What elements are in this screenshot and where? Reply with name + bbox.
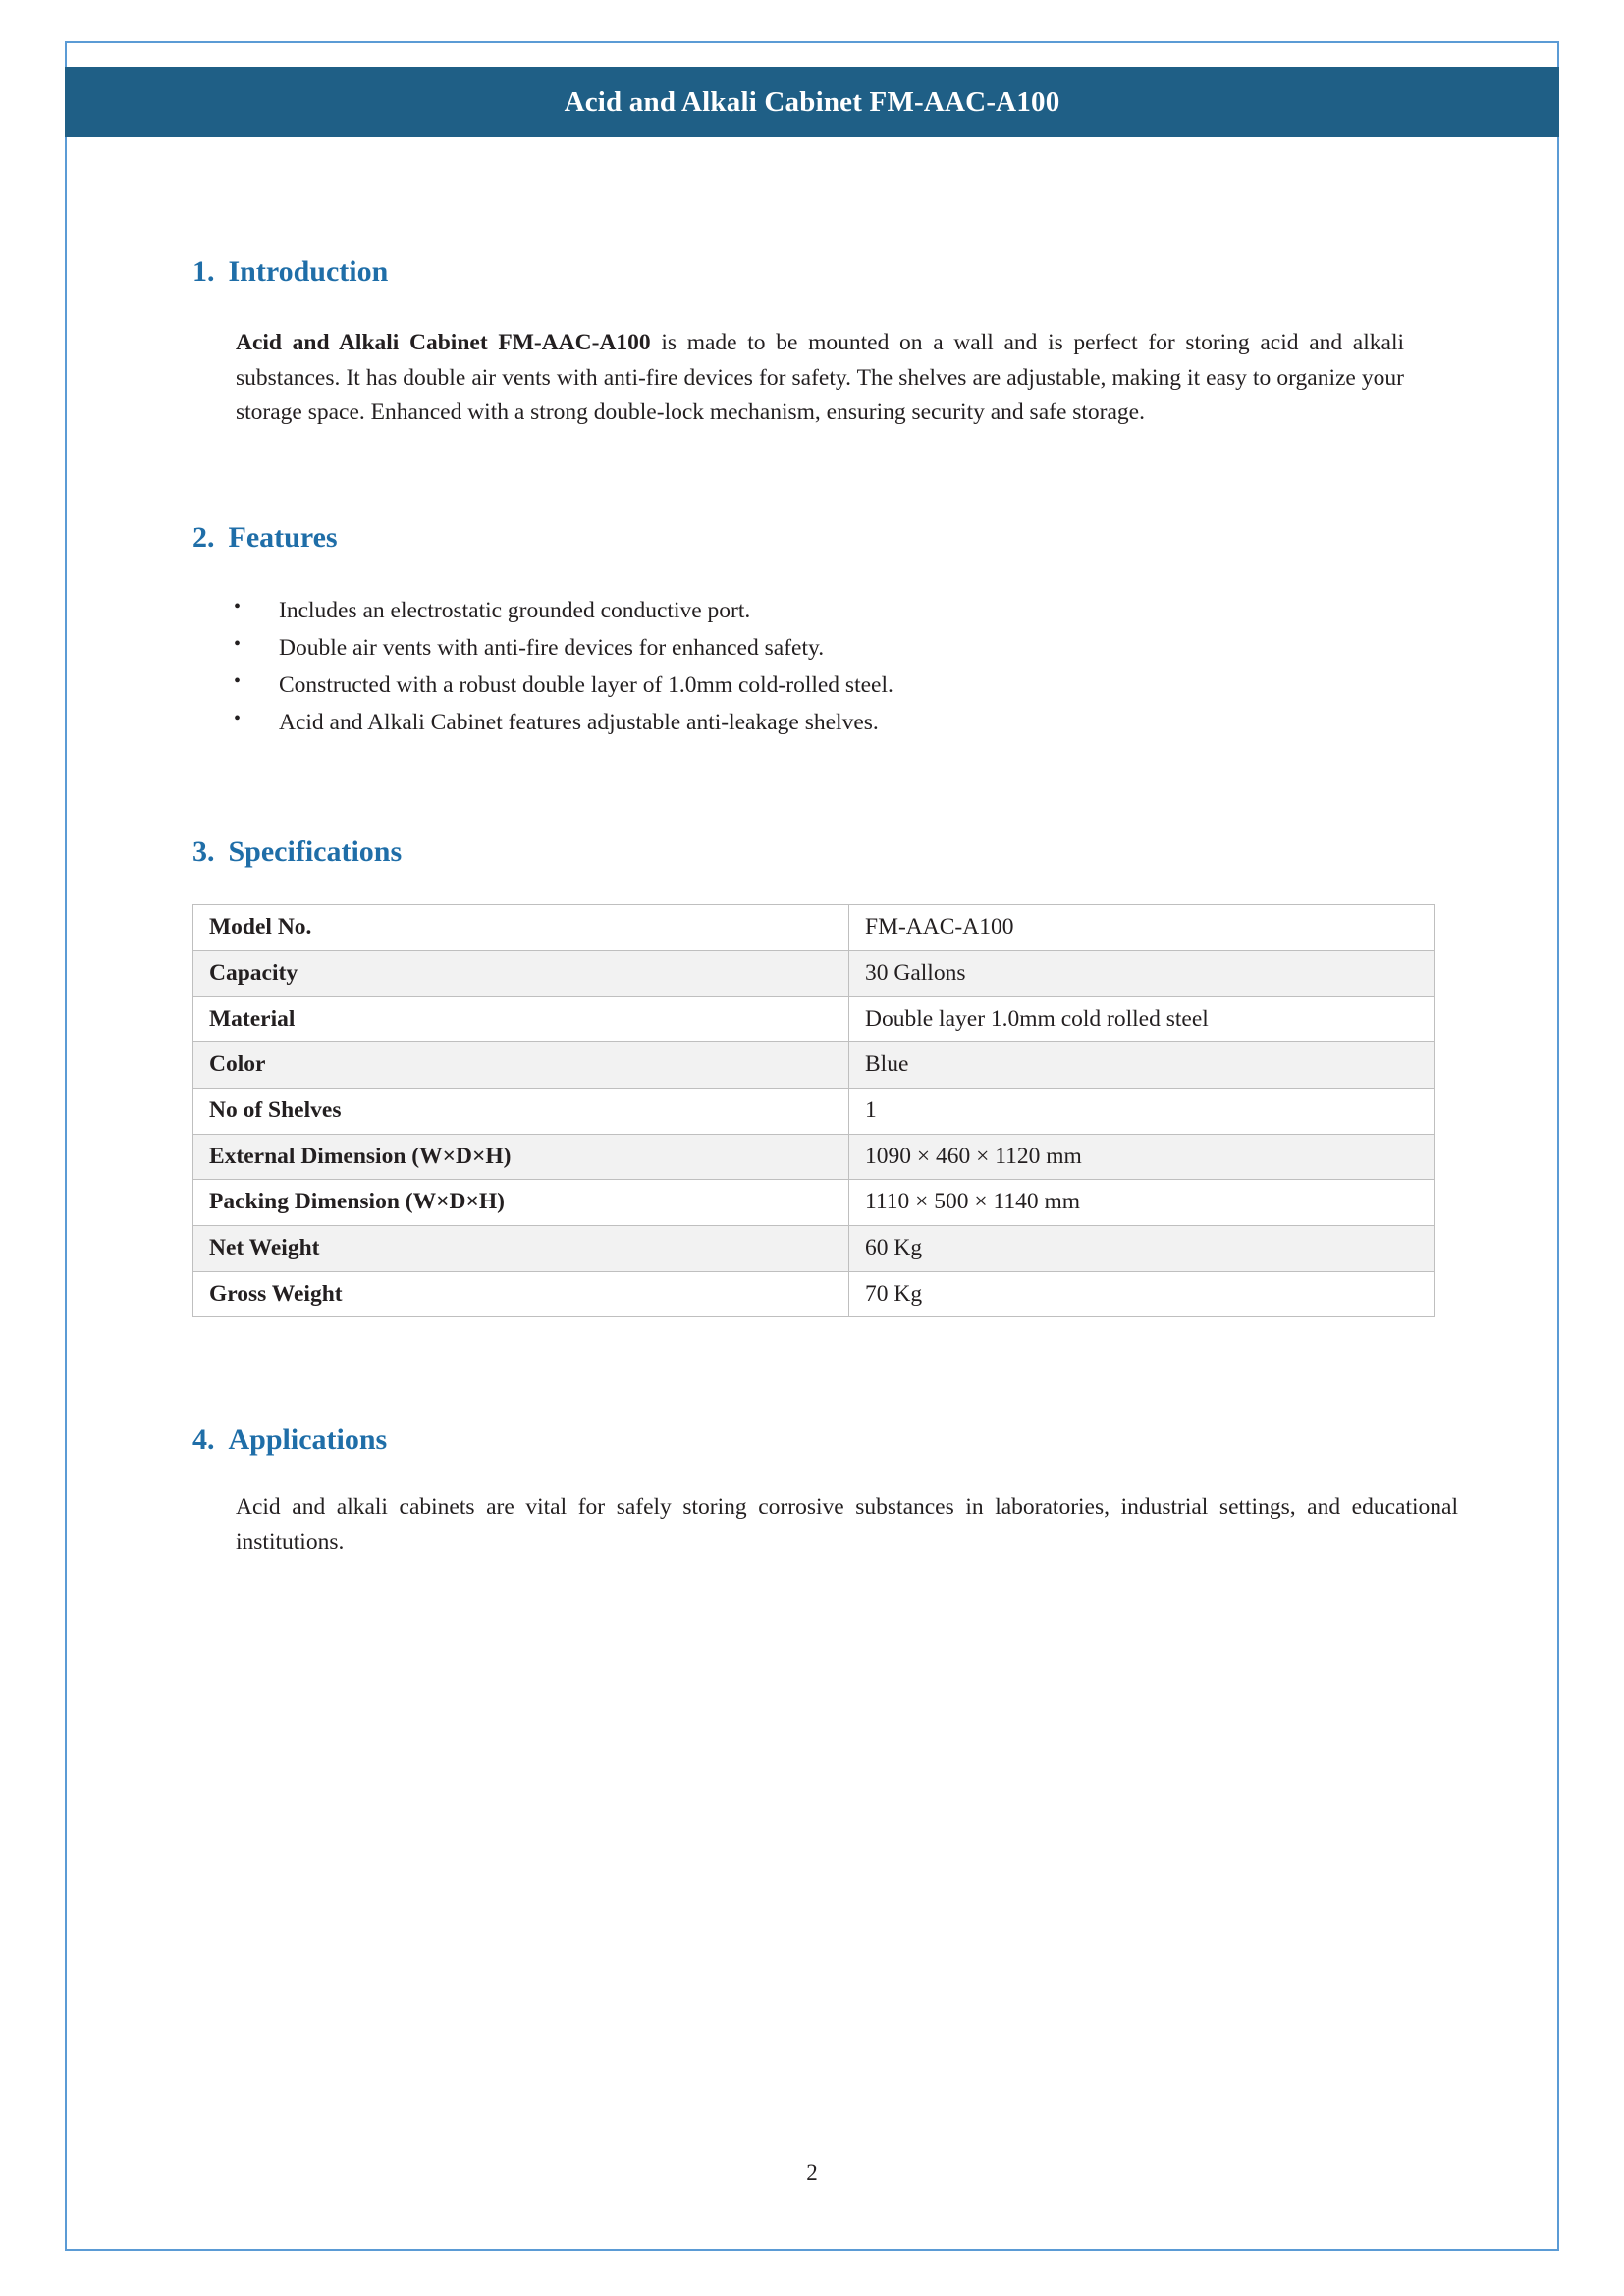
table-cell-value: 1 [849, 1089, 1435, 1135]
introduction-heading [192, 255, 1489, 289]
applications-heading [192, 1423, 1489, 1457]
table-row [193, 1180, 1435, 1226]
table-cell-key: No of Shelves [193, 1089, 849, 1135]
introduction-paragraph [236, 326, 1404, 431]
table-cell-key: Capacity [193, 951, 849, 997]
list-item: • Double air vents with anti-fire devices for enhanced safety. [210, 629, 1489, 667]
table-row [193, 1089, 1435, 1135]
table-row [193, 905, 1435, 951]
page-title: Acid and Alkali Cabinet FM-AAC-A100 [564, 85, 1060, 118]
introduction-heading-title: Introduction [228, 255, 389, 288]
table-cell-key: Net Weight [193, 1226, 849, 1272]
list-item: • Constructed with a robust double layer of 1.0mm cold-rolled steel. [210, 667, 1489, 704]
table-cell-value: 1110 × 500 × 1140 mm [849, 1180, 1435, 1226]
table-cell-key: Material [193, 996, 849, 1042]
specifications-table [192, 904, 1435, 1317]
table-cell-value: Blue [849, 1042, 1435, 1089]
table-row [193, 996, 1435, 1042]
applications-heading-title: Applications [228, 1423, 388, 1457]
list-item: • Includes an electrostatic grounded conductive port. [210, 592, 1489, 629]
specifications-heading [192, 835, 1489, 869]
table-cell-value: FM-AAC-A100 [849, 905, 1435, 951]
section-specifications [192, 835, 1489, 1317]
introduction-lead-bold: Acid and Alkali Cabinet FM-AAC-A100 [236, 330, 651, 355]
table-cell-key: Model No. [193, 905, 849, 951]
section-applications [192, 1423, 1489, 1560]
table-row [193, 1134, 1435, 1180]
features-heading-title: Features [228, 521, 338, 555]
table-cell-value: 70 Kg [849, 1271, 1435, 1317]
table-row [193, 1042, 1435, 1089]
table-cell-key: Packing Dimension (W×D×H) [193, 1180, 849, 1226]
introduction-body-text: is made to be mounted on a wall and is perfect for storing acid and alkali substances. It has double air vents with anti-fire devices for safety. The shelves are adjustable, making it easy to organize your storage space. Enhanced with a strong double-lock mechanism, ensuring security and safe storage. [236, 330, 1404, 426]
features-heading-number: 2. [192, 521, 215, 555]
table-row [193, 951, 1435, 997]
table-cell-value: 1090 × 460 × 1120 mm [849, 1134, 1435, 1180]
list-item: • Acid and Alkali Cabinet features adjustable anti-leakage shelves. [210, 704, 1489, 741]
applications-paragraph: Acid and alkali cabinets are vital for safely storing corrosive substances in laboratories, industrial settings, and educational institutions. [236, 1494, 1458, 1555]
table-row [193, 1226, 1435, 1272]
page-number: 2 [806, 2161, 818, 2185]
table-cell-value: Double layer 1.0mm cold rolled steel [849, 996, 1435, 1042]
table-cell-key: Gross Weight [193, 1271, 849, 1317]
section-introduction [192, 255, 1489, 431]
introduction-heading-number: 1. [192, 255, 215, 288]
features-heading [192, 521, 1489, 555]
features-list [210, 592, 1489, 741]
table-cell-key: External Dimension (W×D×H) [193, 1134, 849, 1180]
specifications-heading-number: 3. [192, 835, 215, 869]
applications-heading-number: 4. [192, 1423, 215, 1457]
table-cell-value: 30 Gallons [849, 951, 1435, 997]
table-cell-key: Color [193, 1042, 849, 1089]
table-cell-value: 60 Kg [849, 1226, 1435, 1272]
specifications-heading-title: Specifications [228, 835, 403, 869]
section-features [192, 521, 1489, 741]
document-title-banner [65, 67, 1559, 137]
document-content [65, 147, 1559, 2251]
table-row [193, 1271, 1435, 1317]
